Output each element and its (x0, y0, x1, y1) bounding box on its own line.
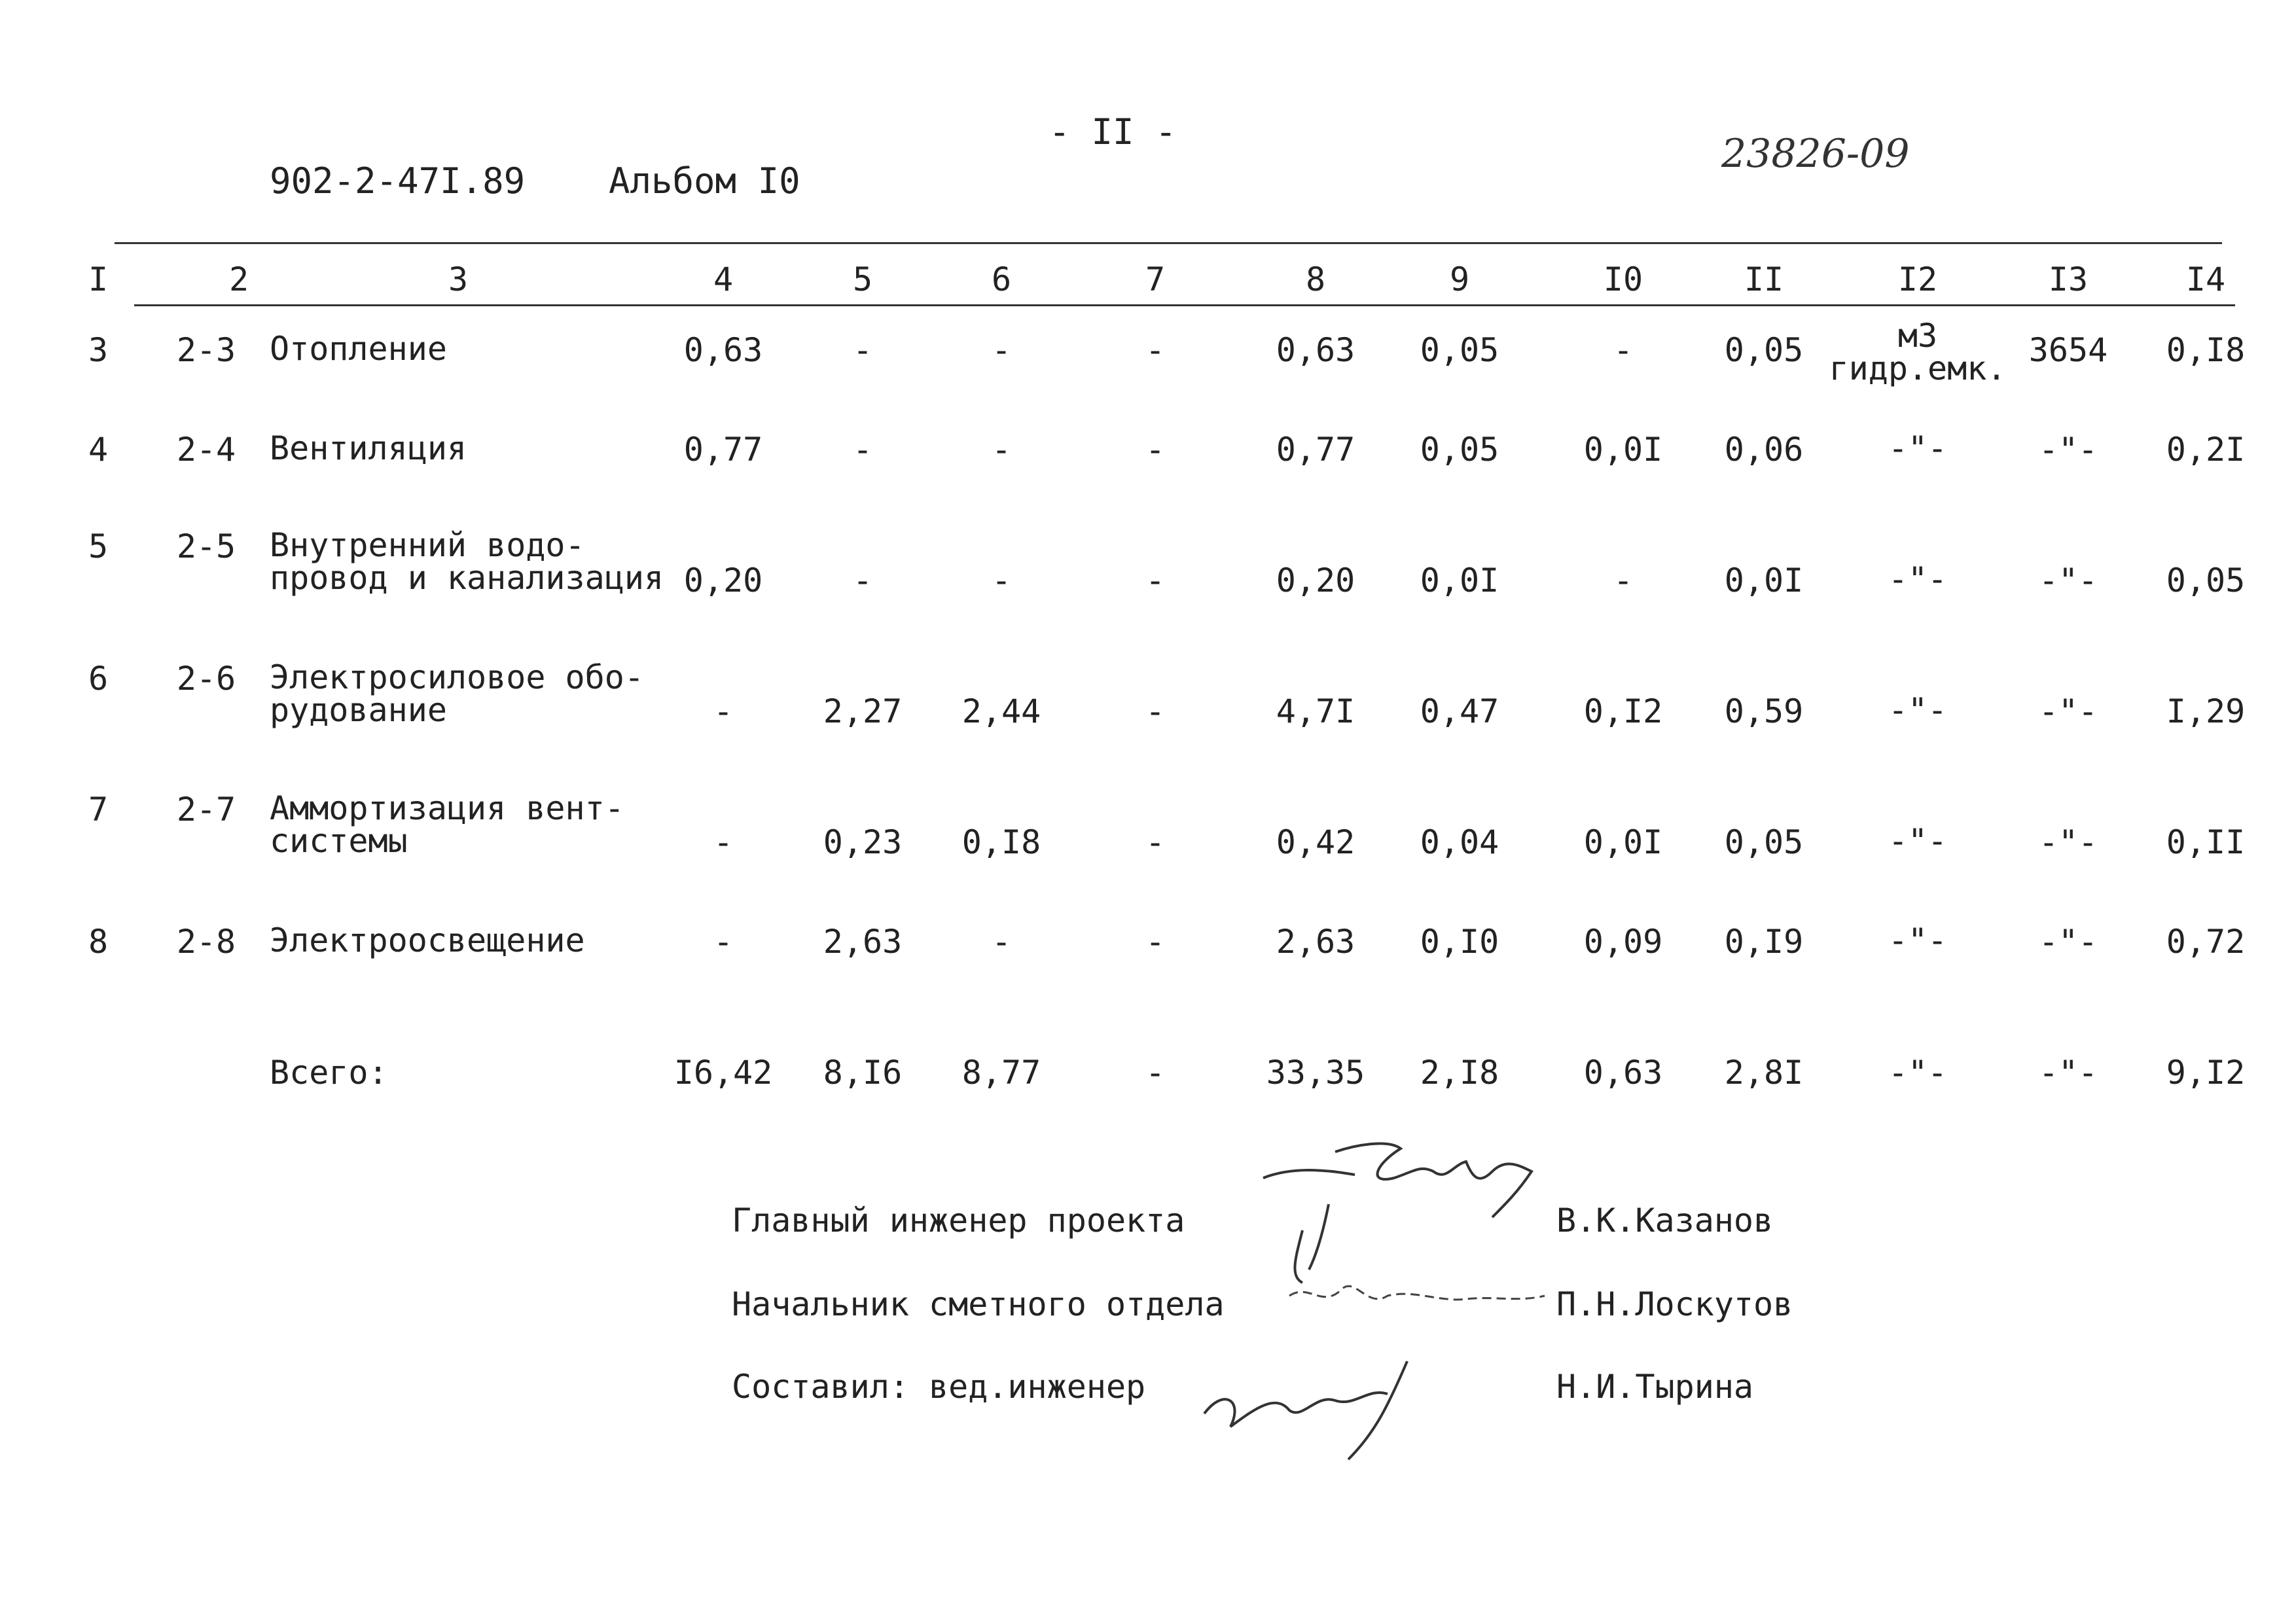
cell-col-11: 0,06 (1724, 431, 1804, 469)
cell-col-14: 0,I8 (2166, 331, 2246, 369)
cell-col-14: 0,72 (2166, 923, 2246, 961)
cell-col-7: - (1145, 431, 1166, 469)
total-col-8: 33,35 (1266, 1054, 1365, 1092)
cell-col-2: 2-5 (176, 527, 236, 565)
cell-col-11: 0,05 (1724, 331, 1804, 369)
cell-col-10: - (1613, 331, 1634, 369)
column-header-11: II (1744, 260, 1784, 298)
cell-col-8: 2,63 (1276, 923, 1355, 961)
cell-col-2: 2-6 (176, 660, 236, 698)
cell-col-2: 2-4 (176, 431, 236, 469)
cell-col-7: - (1145, 823, 1166, 861)
cell-col-1: 4 (88, 431, 109, 469)
text-line: м3 (1897, 317, 1938, 355)
signature-role-compiler: Составил: вед.инженер (732, 1368, 1146, 1406)
cell-col-14: 0,II (2166, 823, 2246, 861)
header-rule (134, 304, 2235, 306)
cell-col-6: - (991, 923, 1012, 961)
text-line: Вентиляция (270, 429, 467, 467)
total-col-11: 2,8I (1724, 1054, 1804, 1092)
column-header-1: I (88, 260, 109, 298)
cell-col-1: 7 (88, 791, 109, 829)
cell-col-4: - (713, 923, 734, 961)
cell-col-9: 0,05 (1420, 331, 1499, 369)
row-unit (1888, 429, 1948, 467)
signature-role-estimate-head: Начальник сметного отдела (732, 1285, 1225, 1323)
cell-col-6: - (991, 431, 1012, 469)
text-line: гидр.емк. (1829, 349, 2007, 387)
cell-col-11: 0,05 (1724, 823, 1804, 861)
total-col-7: - (1145, 1054, 1166, 1092)
cell-col-9: 0,04 (1420, 823, 1499, 861)
row-description (270, 789, 624, 860)
text-line: Отопление (270, 330, 447, 368)
cell-col-8: 4,7I (1276, 692, 1355, 730)
cell-col-13: -"- (2038, 562, 2098, 599)
cell-col-4: 0,63 (683, 331, 763, 369)
cell-col-11: 0,59 (1724, 692, 1804, 730)
cell-col-5: - (852, 562, 873, 599)
cell-col-9: 0,I0 (1420, 923, 1499, 961)
total-col-6: 8,77 (961, 1054, 1041, 1092)
cell-col-13: 3654 (2028, 331, 2108, 369)
text-line: Электросиловое обо- (270, 658, 644, 696)
row-description (270, 526, 664, 597)
text-line: Аммортизация вент- (270, 789, 624, 827)
cell-col-1: 6 (88, 660, 109, 698)
signature-name-chief-engineer: В.К.Казанов (1556, 1202, 1774, 1240)
text-line: Электроосвещение (270, 921, 585, 959)
cell-col-14: 0,05 (2166, 562, 2246, 599)
cell-col-9: 0,47 (1420, 692, 1499, 730)
row-unit (1888, 560, 1948, 598)
document-number: 23826-09 (1721, 131, 1910, 177)
cell-col-1: 5 (88, 527, 109, 565)
column-header-3: 3 (448, 260, 469, 298)
cell-col-1: 3 (88, 331, 109, 369)
cell-col-6: 2,44 (961, 692, 1041, 730)
project-code: 902-2-47I.89 (270, 160, 526, 202)
column-header-7: 7 (1145, 260, 1166, 298)
cell-col-7: - (1145, 692, 1166, 730)
column-header-14: I4 (2185, 260, 2226, 298)
cell-col-8: 0,20 (1276, 562, 1355, 599)
cell-col-9: 0,05 (1420, 431, 1499, 469)
cell-col-10: 0,09 (1583, 923, 1663, 961)
signature-name-compiler: Н.И.Тырина (1556, 1368, 1754, 1406)
cell-col-9: 0,0I (1420, 562, 1499, 599)
album-label: Альбом I0 (609, 160, 800, 202)
cell-col-14: I,29 (2166, 692, 2246, 730)
column-header-12: I2 (1897, 260, 1938, 298)
total-col-13: -"- (2038, 1054, 2098, 1092)
cell-col-2: 2-7 (176, 791, 236, 829)
cell-col-5: - (852, 331, 873, 369)
column-header-9: 9 (1449, 260, 1470, 298)
text-line: -"- (1888, 921, 1948, 959)
cell-col-7: - (1145, 923, 1166, 961)
cell-col-8: 0,77 (1276, 431, 1355, 469)
cell-col-10: 0,I2 (1583, 692, 1663, 730)
cell-col-13: -"- (2038, 431, 2098, 469)
cell-col-10: - (1613, 562, 1634, 599)
total-col-12: -"- (1888, 1054, 1948, 1092)
cell-col-6: - (991, 562, 1012, 599)
row-description (270, 921, 585, 959)
cell-col-14: 0,2I (2166, 431, 2246, 469)
handwritten-signature-3 (1191, 1348, 1440, 1466)
cell-col-5: - (852, 431, 873, 469)
cell-col-6: 0,I8 (961, 823, 1041, 861)
cell-col-11: 0,I9 (1724, 923, 1804, 961)
total-label: Всего: (270, 1054, 388, 1092)
column-header-6: 6 (991, 260, 1012, 298)
column-header-5: 5 (852, 260, 873, 298)
cell-col-2: 2-3 (176, 331, 236, 369)
total-col-5: 8,I6 (823, 1054, 903, 1092)
cell-col-4: 0,77 (683, 431, 763, 469)
column-header-13: I3 (2048, 260, 2089, 298)
signature-role-chief-engineer: Главный инженер проекта (732, 1202, 1185, 1240)
total-col-14: 9,I2 (2166, 1054, 2246, 1092)
top-rule (115, 242, 2222, 244)
cell-col-2: 2-8 (176, 923, 236, 961)
column-header-10: I0 (1603, 260, 1643, 298)
total-col-9: 2,I8 (1420, 1054, 1499, 1092)
text-line: системы (270, 822, 408, 860)
cell-col-7: - (1145, 331, 1166, 369)
text-line: -"- (1888, 560, 1948, 598)
cell-col-6: - (991, 331, 1012, 369)
text-line: -"- (1888, 429, 1948, 467)
cell-col-5: 2,63 (823, 923, 903, 961)
text-line: рудование (270, 691, 447, 729)
cell-col-5: 2,27 (823, 692, 903, 730)
row-unit (1888, 691, 1948, 729)
row-description (270, 429, 467, 467)
row-unit (1888, 921, 1948, 959)
signature-name-estimate-head: П.Н.Лоскутов (1556, 1285, 1793, 1323)
text-line: Внутренний водо- (270, 526, 585, 564)
cell-col-11: 0,0I (1724, 562, 1804, 599)
total-col-10: 0,63 (1583, 1054, 1663, 1092)
column-header-4: 4 (713, 260, 734, 298)
text-line: -"- (1888, 822, 1948, 860)
cell-col-13: -"- (2038, 692, 2098, 730)
text-line: -"- (1888, 691, 1948, 729)
cell-col-4: - (713, 823, 734, 861)
cell-col-7: - (1145, 562, 1166, 599)
column-header-2: 2 (228, 260, 249, 298)
cell-col-13: -"- (2038, 823, 2098, 861)
cell-col-1: 8 (88, 923, 109, 961)
row-unit (1888, 822, 1948, 860)
row-unit (1829, 319, 2007, 385)
cell-col-4: - (713, 692, 734, 730)
row-description (270, 330, 447, 368)
cell-col-4: 0,20 (683, 562, 763, 599)
cell-col-13: -"- (2038, 923, 2098, 961)
cell-col-10: 0,0I (1583, 431, 1663, 469)
cell-col-8: 0,42 (1276, 823, 1355, 861)
column-header-8: 8 (1305, 260, 1326, 298)
page-number: - II - (1049, 111, 1177, 152)
handwritten-signature-2 (1283, 1263, 1558, 1329)
text-line: провод и канализация (270, 559, 664, 597)
cell-col-8: 0,63 (1276, 331, 1355, 369)
cell-col-5: 0,23 (823, 823, 903, 861)
total-col-4: I6,42 (673, 1054, 773, 1092)
row-description (270, 658, 644, 729)
cell-col-10: 0,0I (1583, 823, 1663, 861)
